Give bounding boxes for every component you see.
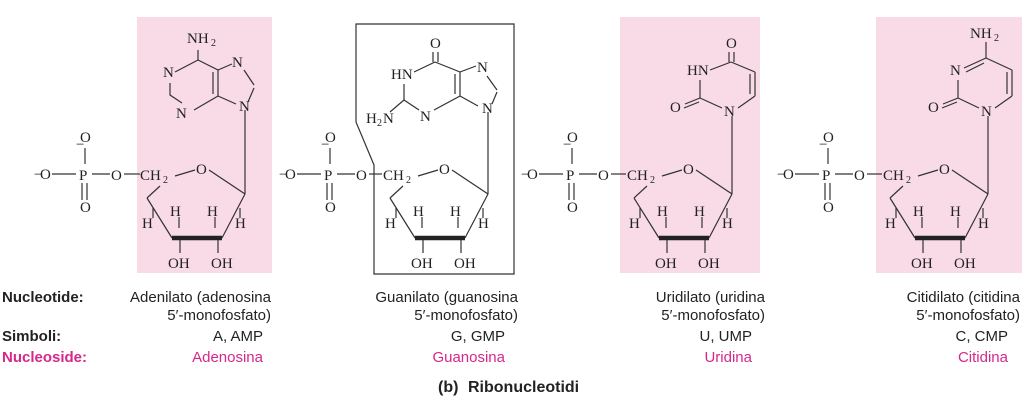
nucleoside-name: Uridina bbox=[704, 349, 752, 366]
svg-text:N: N bbox=[724, 104, 735, 120]
svg-text:2: 2 bbox=[377, 118, 382, 129]
svg-text:OH: OH bbox=[911, 256, 933, 272]
row-label-nucleoside: Nucleoside: bbox=[2, 349, 88, 366]
svg-text:N: N bbox=[981, 104, 992, 120]
svg-text:2: 2 bbox=[163, 175, 168, 186]
svg-text:H: H bbox=[950, 204, 961, 220]
svg-text:P: P bbox=[79, 168, 88, 184]
svg-text:N: N bbox=[239, 99, 250, 115]
svg-text:OH: OH bbox=[698, 256, 720, 272]
phosphate-group bbox=[279, 130, 382, 216]
svg-text:OH: OH bbox=[454, 256, 476, 272]
svg-text:H: H bbox=[629, 216, 640, 232]
symbols: A, AMP bbox=[212, 328, 263, 345]
svg-text:2: 2 bbox=[906, 175, 911, 186]
svg-text:O: O bbox=[80, 200, 91, 216]
svg-text:O: O bbox=[285, 167, 296, 183]
nucleotide-name: Uridilato (uridina bbox=[655, 289, 765, 306]
svg-text:O: O bbox=[683, 162, 694, 178]
svg-text:H: H bbox=[478, 216, 489, 232]
nucleoside-name: Citidina bbox=[957, 349, 1008, 366]
svg-text:NH: NH bbox=[187, 31, 209, 47]
svg-text:−: − bbox=[563, 137, 572, 153]
svg-text:HN: HN bbox=[391, 67, 413, 83]
svg-text:−: − bbox=[777, 167, 786, 183]
svg-text:H: H bbox=[722, 216, 733, 232]
molecule-uridylate bbox=[521, 17, 760, 273]
svg-text:O: O bbox=[567, 130, 578, 146]
svg-text:OH: OH bbox=[168, 256, 190, 272]
nucleoside-name: Guanosina bbox=[432, 349, 505, 366]
symbols: U, UMP bbox=[699, 328, 752, 345]
nucleoside-highlight bbox=[620, 17, 760, 273]
phosphate-group bbox=[521, 130, 626, 216]
svg-text:H: H bbox=[142, 216, 153, 232]
svg-text:O: O bbox=[939, 162, 950, 178]
svg-text:N: N bbox=[383, 111, 394, 127]
svg-text:H: H bbox=[170, 204, 181, 220]
svg-text:O: O bbox=[356, 168, 367, 184]
svg-text:−: − bbox=[521, 167, 530, 183]
svg-text:H: H bbox=[657, 204, 668, 220]
svg-text:O: O bbox=[598, 168, 609, 184]
symbols: G, GMP bbox=[450, 328, 505, 345]
svg-text:O: O bbox=[783, 167, 794, 183]
svg-text:O: O bbox=[439, 162, 450, 178]
svg-text:NH: NH bbox=[970, 26, 992, 42]
svg-text:O: O bbox=[670, 100, 681, 116]
svg-text:−: − bbox=[34, 167, 43, 183]
svg-text:H: H bbox=[207, 204, 218, 220]
svg-text:CH: CH bbox=[383, 168, 404, 184]
molecule-adenylate bbox=[34, 17, 272, 273]
nucleotide-name-line2: 5′-monofosfato) bbox=[916, 307, 1020, 324]
svg-text:O: O bbox=[928, 100, 939, 116]
nucleoside-highlight bbox=[137, 17, 272, 273]
caption-guanylate bbox=[375, 289, 518, 366]
svg-text:O: O bbox=[325, 130, 336, 146]
svg-text:H: H bbox=[385, 216, 396, 232]
svg-text:OH: OH bbox=[211, 256, 233, 272]
svg-text:CH: CH bbox=[140, 168, 161, 184]
svg-text:P: P bbox=[822, 168, 831, 184]
figure-caption bbox=[438, 379, 579, 396]
caption-adenylate bbox=[130, 289, 272, 366]
nucleoside-highlight bbox=[876, 17, 1022, 273]
svg-text:O: O bbox=[823, 200, 834, 216]
svg-text:O: O bbox=[726, 36, 737, 52]
nucleotide-name-line2: 5′-monofosfato) bbox=[167, 307, 271, 324]
figure-part-label: (b) bbox=[438, 379, 459, 396]
svg-text:O: O bbox=[823, 130, 834, 146]
svg-text:O: O bbox=[111, 168, 122, 184]
svg-text:2: 2 bbox=[211, 38, 216, 49]
svg-text:H: H bbox=[366, 111, 377, 127]
svg-text:H: H bbox=[885, 216, 896, 232]
svg-text:O: O bbox=[567, 200, 578, 216]
nucleoside-name: Adenosina bbox=[192, 349, 263, 366]
phosphate-group bbox=[777, 130, 882, 216]
svg-text:N: N bbox=[482, 101, 493, 117]
nucleotide-name-line2: 5′-monofosfato) bbox=[414, 307, 518, 324]
svg-text:H: H bbox=[694, 204, 705, 220]
caption-cytidylate bbox=[907, 289, 1021, 366]
svg-text:2: 2 bbox=[994, 33, 999, 44]
nucleotide-name: Guanilato (guanosina bbox=[375, 289, 518, 306]
svg-text:2: 2 bbox=[650, 175, 655, 186]
svg-text:−: − bbox=[76, 137, 85, 153]
svg-text:N: N bbox=[163, 65, 174, 81]
svg-text:−: − bbox=[321, 137, 330, 153]
row-label-nucleotide: Nucleotide: bbox=[2, 289, 84, 306]
svg-text:CH: CH bbox=[627, 168, 648, 184]
svg-text:H: H bbox=[235, 216, 246, 232]
svg-text:HN: HN bbox=[687, 63, 709, 79]
symbols: C, CMP bbox=[955, 328, 1008, 345]
svg-text:H: H bbox=[913, 204, 924, 220]
molecule-cytidylate bbox=[777, 17, 1022, 273]
figure-title: Ribonucleotidi bbox=[468, 379, 580, 396]
nucleotide-name-line2: 5′-monofosfato) bbox=[661, 307, 765, 324]
caption-uridylate bbox=[656, 289, 766, 366]
svg-text:N: N bbox=[950, 63, 961, 79]
svg-text:−: − bbox=[819, 137, 828, 153]
row-label-symbols: Simboli: bbox=[2, 328, 62, 345]
svg-text:O: O bbox=[40, 167, 51, 183]
svg-text:N: N bbox=[420, 109, 431, 125]
molecule-guanylate bbox=[279, 24, 514, 274]
svg-text:O: O bbox=[196, 162, 207, 178]
nucleotide-name: Citidilato (citidina bbox=[906, 289, 1020, 306]
svg-text:O: O bbox=[854, 168, 865, 184]
svg-text:H: H bbox=[450, 204, 461, 220]
svg-text:2: 2 bbox=[406, 175, 411, 186]
svg-text:OH: OH bbox=[411, 256, 433, 272]
svg-text:N: N bbox=[477, 60, 488, 76]
svg-text:O: O bbox=[80, 130, 91, 146]
svg-text:O: O bbox=[527, 167, 538, 183]
svg-text:N: N bbox=[232, 55, 243, 71]
svg-text:OH: OH bbox=[954, 256, 976, 272]
svg-text:CH: CH bbox=[883, 168, 904, 184]
svg-text:−: − bbox=[279, 167, 288, 183]
svg-text:P: P bbox=[324, 168, 333, 184]
phosphate-group bbox=[34, 130, 140, 216]
guanine-base bbox=[366, 36, 497, 129]
svg-text:O: O bbox=[430, 36, 441, 52]
svg-text:OH: OH bbox=[655, 256, 677, 272]
svg-text:N: N bbox=[176, 106, 187, 122]
svg-text:H: H bbox=[413, 204, 424, 220]
svg-text:H: H bbox=[978, 216, 989, 232]
svg-text:P: P bbox=[566, 168, 575, 184]
svg-text:O: O bbox=[325, 200, 336, 216]
nucleotide-name: Adenilato (adenosina bbox=[130, 289, 271, 306]
